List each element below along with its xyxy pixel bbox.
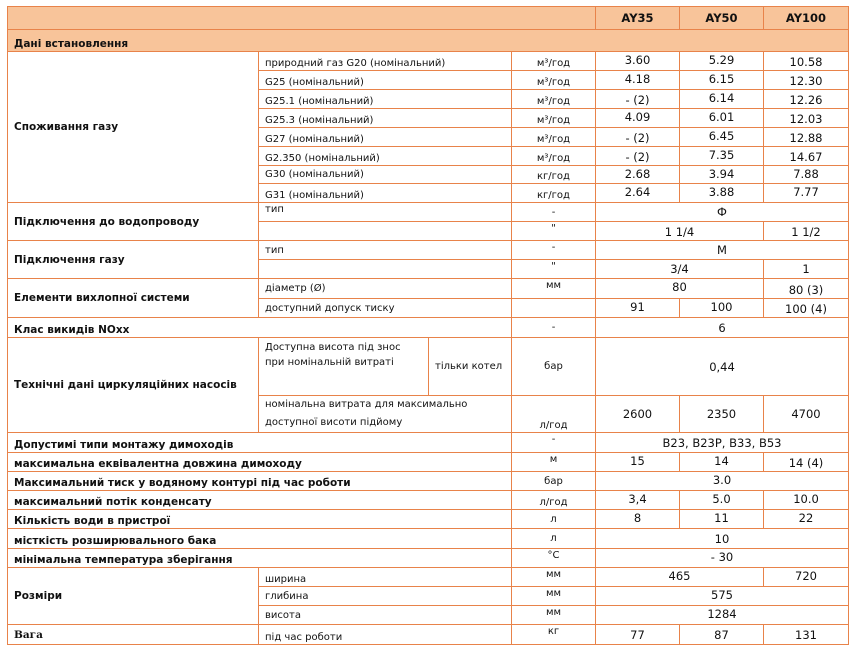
dims-unit: мм xyxy=(512,606,596,625)
gas-conn-unit: " xyxy=(512,260,596,279)
model-ay50: AY50 xyxy=(680,7,764,30)
gas-conn-row xyxy=(8,241,849,260)
pump-flow-line1: номінальна витрата для максимально xyxy=(265,399,468,410)
min-temp-row xyxy=(8,549,849,568)
max-pressure-label: Максимальний тиск у водяному контурі під час роботи xyxy=(8,472,512,491)
gas-unit: м³/год xyxy=(512,52,596,71)
gas-consumption-label: Споживання газу xyxy=(8,52,259,203)
condensate-value: 3,4 xyxy=(596,491,680,510)
gas-value: 12.30 xyxy=(764,71,849,90)
condensate-label: максимальний потік конденсату xyxy=(8,491,512,510)
gas-value: - (2) xyxy=(596,90,680,109)
exhaust-label: Елементи вихлопної системи xyxy=(8,279,259,318)
gas-value: 7.35 xyxy=(680,147,764,166)
dims-value: 465 xyxy=(596,568,764,587)
gas-value: 7.88 xyxy=(764,166,849,184)
water-conn-unit: " xyxy=(512,222,596,241)
nox-row xyxy=(8,318,849,338)
max-pressure-unit: бар xyxy=(512,472,596,491)
flue-length-value: 14 (4) xyxy=(764,453,849,472)
gas-conn-unit: - xyxy=(512,241,596,260)
flue-types-value: B23, B23P, B33, B53 xyxy=(596,433,849,453)
water-qty-row xyxy=(8,510,849,529)
dims-unit: мм xyxy=(512,587,596,606)
gas-value: 12.26 xyxy=(764,90,849,109)
exhaust-diameter: діаметр (Ø) xyxy=(259,279,512,299)
pump-flow-line2: доступної висоти підйому xyxy=(265,417,403,428)
min-temp-label: мінімальна температура зберігання xyxy=(8,549,512,568)
gas-unit: м³/год xyxy=(512,109,596,128)
exhaust-pressure: доступний допуск тиску xyxy=(259,299,512,318)
pump-label: Технічні дані циркуляційних насосів xyxy=(8,338,259,433)
water-qty-unit: л xyxy=(512,510,596,529)
condensate-value: 5.0 xyxy=(680,491,764,510)
pump-head-value: 0,44 xyxy=(596,338,849,396)
gas-conn-value: M xyxy=(596,241,849,260)
gas-value: - (2) xyxy=(596,147,680,166)
dims-row xyxy=(8,568,849,587)
flue-length-value: 14 xyxy=(680,453,764,472)
dims-value: 720 xyxy=(764,568,849,587)
pump-head-line2: при номінальній витраті xyxy=(265,357,394,368)
min-temp-unit: °C xyxy=(512,549,596,568)
gas-value: 3.88 xyxy=(680,184,764,203)
flue-types-unit: - xyxy=(512,433,596,453)
condensate-row xyxy=(8,491,849,510)
gas-conn-blank xyxy=(259,260,512,279)
water-qty-value: 22 xyxy=(764,510,849,529)
gas-unit: м³/год xyxy=(512,147,596,166)
exp-tank-label: місткість розширювального бака xyxy=(8,529,512,549)
weight-value: 77 xyxy=(596,625,680,645)
gas-param: G25.3 (номінальний) xyxy=(259,109,512,128)
water-conn-value: Ф xyxy=(596,203,849,222)
gas-value: 6.01 xyxy=(680,109,764,128)
pump-flow-value: 2600 xyxy=(596,396,680,433)
exhaust-value: 100 xyxy=(680,299,764,318)
flue-length-unit: м xyxy=(512,453,596,472)
nox-unit: - xyxy=(512,318,596,338)
water-conn-row xyxy=(8,203,849,222)
water-conn-value: 1 1/2 xyxy=(764,222,849,241)
gas-unit: м³/год xyxy=(512,90,596,109)
gas-value: 6.15 xyxy=(680,71,764,90)
exhaust-row xyxy=(8,279,849,299)
spec-table xyxy=(7,6,849,645)
exp-tank-unit: л xyxy=(512,529,596,549)
gas-conn-value: 1 xyxy=(764,260,849,279)
pump-flow-value: 2350 xyxy=(680,396,764,433)
gas-param: G30 (номінальний) xyxy=(259,166,512,184)
gas-param: природний газ G20 (номінальний) xyxy=(259,52,512,71)
flue-types-row xyxy=(8,433,849,453)
gas-row xyxy=(8,52,849,71)
header-row xyxy=(8,7,849,30)
header-blank xyxy=(8,7,596,30)
gas-param: G2.350 (номінальний) xyxy=(259,147,512,166)
dims-depth: глибина xyxy=(259,587,512,606)
water-conn-unit: - xyxy=(512,203,596,222)
gas-unit: кг/год xyxy=(512,184,596,203)
pump-head-unit: бар xyxy=(512,338,596,396)
weight-value: 131 xyxy=(764,625,849,645)
gas-value: 4.18 xyxy=(596,71,680,90)
water-qty-value: 11 xyxy=(680,510,764,529)
weight-row xyxy=(8,625,849,645)
pump-flow-unit: л/год xyxy=(512,396,596,433)
dims-height: висота xyxy=(259,606,512,625)
exp-tank-value: 10 xyxy=(596,529,849,549)
installation-data-title: Дані встановлення xyxy=(8,30,849,52)
max-pressure-value: 3.0 xyxy=(596,472,849,491)
gas-param: G25 (номінальний) xyxy=(259,71,512,90)
gas-value: 3.60 xyxy=(596,52,680,71)
weight-value: 87 xyxy=(680,625,764,645)
water-qty-label: Кількість води в пристрої xyxy=(8,510,512,529)
exhaust-value: 80 xyxy=(596,279,764,299)
gas-value: 6.45 xyxy=(680,128,764,147)
gas-unit: м³/год xyxy=(512,128,596,147)
weight-label: Вага xyxy=(8,625,259,645)
gas-value: - (2) xyxy=(596,128,680,147)
dims-width: ширина xyxy=(259,568,512,587)
dims-value: 1284 xyxy=(596,606,849,625)
dims-unit: мм xyxy=(512,568,596,587)
water-conn-value: 1 1/4 xyxy=(596,222,764,241)
gas-value: 3.94 xyxy=(680,166,764,184)
gas-value: 6.14 xyxy=(680,90,764,109)
flue-length-value: 15 xyxy=(596,453,680,472)
dims-label: Розміри xyxy=(8,568,259,625)
exhaust-unit-blank xyxy=(512,299,596,318)
flue-length-row xyxy=(8,453,849,472)
exp-tank-row xyxy=(8,529,849,549)
max-pressure-row xyxy=(8,472,849,491)
condensate-unit: л/год xyxy=(512,491,596,510)
gas-value: 10.58 xyxy=(764,52,849,71)
weight-param: під час роботи xyxy=(259,625,512,645)
exhaust-value: 100 (4) xyxy=(764,299,849,318)
gas-unit: м³/год xyxy=(512,71,596,90)
flue-types-label: Допустимі типи монтажу димоходів xyxy=(8,433,512,453)
pump-head-param xyxy=(259,338,429,396)
gas-value: 12.88 xyxy=(764,128,849,147)
weight-unit: кг xyxy=(512,625,596,645)
nox-value: 6 xyxy=(596,318,849,338)
gas-param: G25.1 (номінальний) xyxy=(259,90,512,109)
exhaust-value: 80 (3) xyxy=(764,279,849,299)
gas-param: G27 (номінальний) xyxy=(259,128,512,147)
exhaust-value: 91 xyxy=(596,299,680,318)
pump-boiler-only: тільки котел xyxy=(429,338,512,396)
pump-row xyxy=(8,338,849,396)
water-conn-type: тип xyxy=(259,203,512,222)
gas-conn-type: тип xyxy=(259,241,512,260)
gas-value: 5.29 xyxy=(680,52,764,71)
gas-unit: кг/год xyxy=(512,166,596,184)
gas-connection-label: Підключення газу xyxy=(8,241,259,279)
gas-conn-value: 3/4 xyxy=(596,260,764,279)
model-ay100: AY100 xyxy=(764,7,849,30)
water-qty-value: 8 xyxy=(596,510,680,529)
gas-value: 14.67 xyxy=(764,147,849,166)
gas-value: 7.77 xyxy=(764,184,849,203)
nox-label: Клас викидів NOxx xyxy=(8,318,512,338)
band-row xyxy=(8,30,849,52)
pump-head-line1: Доступна висота під знос xyxy=(265,342,401,353)
gas-param: G31 (номінальний) xyxy=(259,184,512,203)
water-connection-label: Підключення до водопроводу xyxy=(8,203,259,241)
condensate-value: 10.0 xyxy=(764,491,849,510)
pump-flow-param xyxy=(259,396,512,433)
gas-value: 4.09 xyxy=(596,109,680,128)
water-conn-blank xyxy=(259,222,512,241)
model-ay35: AY35 xyxy=(596,7,680,30)
gas-value: 2.64 xyxy=(596,184,680,203)
flue-length-label: максимальна еквівалентна довжина димоходу xyxy=(8,453,512,472)
min-temp-value: - 30 xyxy=(596,549,849,568)
pump-flow-value: 4700 xyxy=(764,396,849,433)
gas-value: 2.68 xyxy=(596,166,680,184)
dims-value: 575 xyxy=(596,587,849,606)
exhaust-unit: мм xyxy=(512,279,596,299)
gas-value: 12.03 xyxy=(764,109,849,128)
